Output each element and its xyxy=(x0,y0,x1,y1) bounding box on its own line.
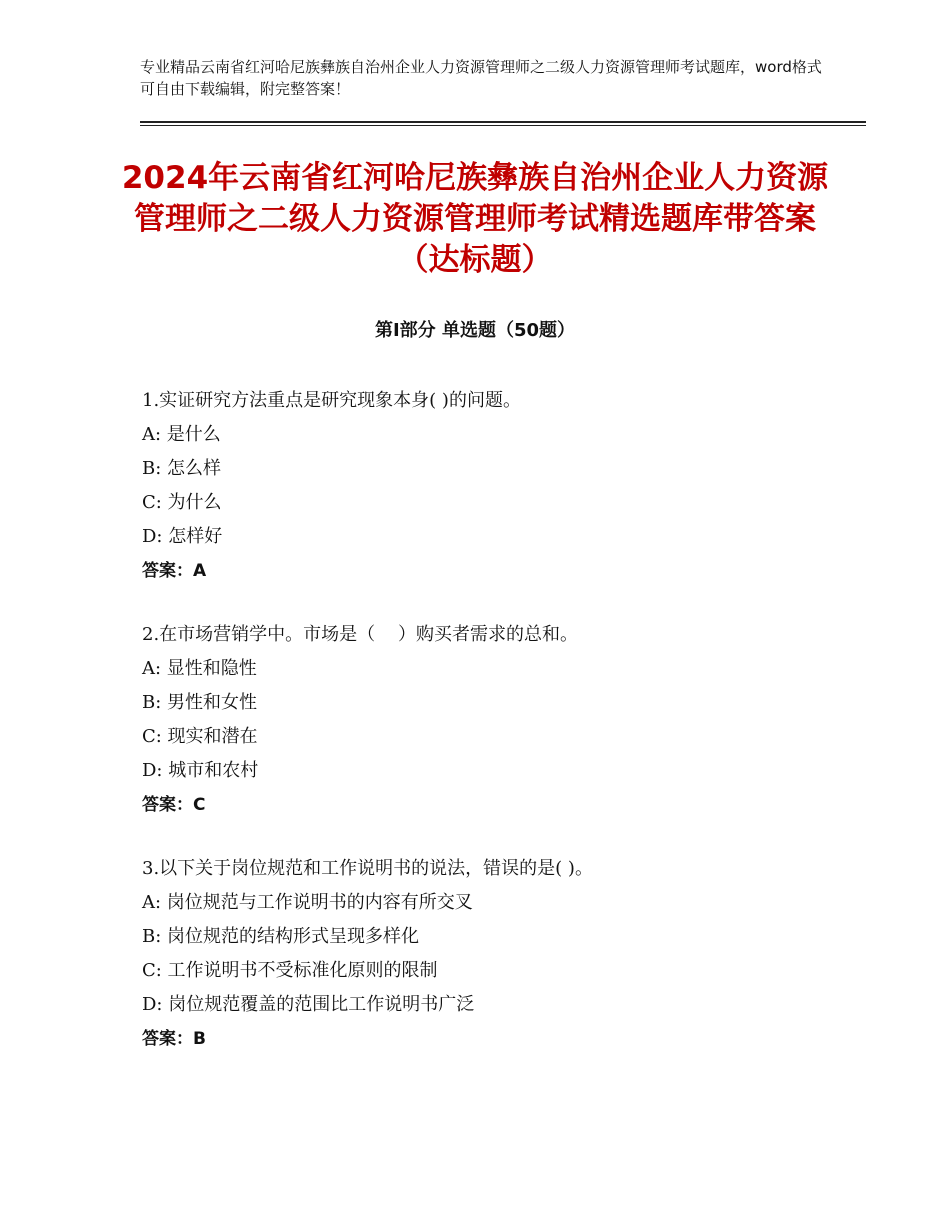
question-3 xyxy=(142,852,862,1056)
header-divider-thick xyxy=(140,121,866,123)
option-b: B: 男性和女性 xyxy=(142,692,258,713)
option-d: D: 岗位规范覆盖的范围比工作说明书广泛 xyxy=(142,994,475,1015)
question-stem: 1.实证研究方法重点是研究现象本身( )的问题。 xyxy=(142,390,521,411)
page-header: 专业精品云南省红河哈尼族彝族自治州企业人力资源管理师之二级人力资源管理师考试题库，word格式可自由下载编辑，附完整答案！ xyxy=(140,58,822,98)
question-2 xyxy=(142,618,862,822)
document-title: 2024年云南省红河哈尼族彝族自治州企业人力资源管理师之二级人力资源管理师考试精选题库带答案（达标题） xyxy=(121,160,829,278)
option-b: B: 岗位规范的结构形式呈现多样化 xyxy=(142,926,420,947)
answer-value: C xyxy=(193,795,206,815)
answer-value: A xyxy=(193,561,207,581)
question-list xyxy=(142,384,862,1086)
option-a: A: 岗位规范与工作说明书的内容有所交叉 xyxy=(142,892,473,913)
question-stem: 3.以下关于岗位规范和工作说明书的说法，错误的是( )。 xyxy=(142,858,593,879)
section-heading: 第Ⅰ部分 单选题（50题） xyxy=(374,320,575,341)
answer-label: 答案： xyxy=(142,1029,193,1049)
option-a: A: 是什么 xyxy=(142,424,221,445)
option-b: B: 怎么样 xyxy=(142,458,222,479)
option-d: D: 城市和农村 xyxy=(142,760,259,781)
answer-label: 答案： xyxy=(142,561,193,581)
answer-line xyxy=(142,788,862,822)
option-a: A: 显性和隐性 xyxy=(142,658,257,679)
option-c: C: 现实和潜在 xyxy=(142,726,258,747)
question-stem: 2.在市场营销学中。市场是（ ）购买者需求的总和。 xyxy=(142,624,579,645)
question-1 xyxy=(142,384,862,588)
answer-line xyxy=(142,1022,862,1056)
answer-line xyxy=(142,554,862,588)
option-c: C: 为什么 xyxy=(142,492,222,513)
option-c: C: 工作说明书不受标准化原则的限制 xyxy=(142,960,438,981)
header-divider-thin xyxy=(140,125,866,126)
answer-value: B xyxy=(193,1029,206,1049)
answer-label: 答案： xyxy=(142,795,193,815)
option-d: D: 怎样好 xyxy=(142,526,223,547)
